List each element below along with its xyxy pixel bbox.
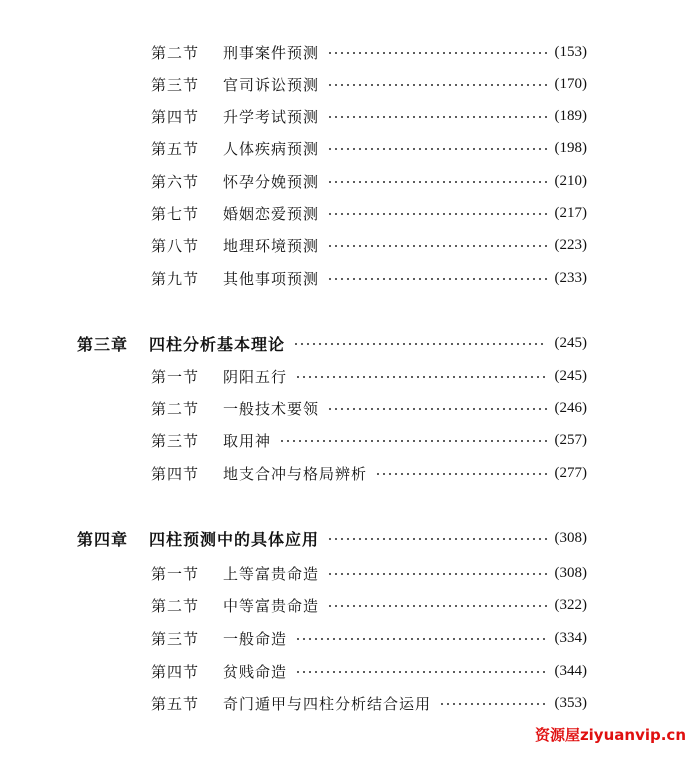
page-number: (153): [554, 43, 587, 60]
dot-leader: [293, 343, 546, 345]
section-number: 第四节: [151, 662, 200, 681]
section-number: 第五节: [151, 694, 200, 713]
page-number: (322): [554, 596, 587, 613]
toc-entry: [151, 626, 587, 650]
dot-leader: [375, 473, 546, 475]
section-number: 第二节: [151, 399, 200, 418]
chapter-number: 第四章: [77, 529, 129, 549]
section-number: 第三节: [151, 431, 200, 450]
dot-leader: [295, 376, 546, 378]
page-number: (170): [554, 75, 587, 92]
page-number: (189): [554, 107, 587, 124]
section-number: 第二节: [151, 43, 200, 62]
section-title: 其他事项预测: [223, 269, 320, 288]
section-number: 第一节: [151, 564, 200, 583]
section-number: 第四节: [151, 107, 200, 126]
page-number: (344): [554, 662, 587, 679]
toc-entry: [151, 266, 587, 290]
dot-leader: [327, 278, 546, 280]
dot-leader: [439, 703, 546, 705]
section-title: 取用神: [223, 431, 272, 450]
section-title: 怀孕分娩预测: [223, 172, 320, 191]
dot-leader: [327, 181, 546, 183]
dot-leader: [327, 116, 546, 118]
page-number: (308): [554, 564, 587, 581]
toc-entry: [151, 104, 587, 128]
toc-entry: [151, 136, 587, 160]
toc-entry: [151, 561, 587, 585]
section-number: 第五节: [151, 139, 200, 158]
toc-entry: [151, 461, 587, 485]
page-number: (246): [554, 399, 587, 416]
page-number: (217): [554, 204, 587, 221]
section-title: 婚姻恋爱预测: [223, 204, 320, 223]
toc-chapter-entry: [77, 331, 587, 355]
section-title: 一般命造: [223, 629, 288, 648]
section-title: 中等富贵命造: [223, 596, 320, 615]
section-number: 第二节: [151, 596, 200, 615]
dot-leader: [327, 245, 546, 247]
dot-leader: [327, 213, 546, 215]
chapter-title: 四柱分析基本理论: [149, 334, 286, 354]
dot-leader: [295, 638, 546, 640]
dot-leader: [327, 408, 546, 410]
toc-entry: [151, 169, 587, 193]
dot-leader: [327, 52, 546, 54]
page-number: (245): [554, 334, 587, 351]
dot-leader: [327, 538, 546, 540]
page-number: (245): [554, 367, 587, 384]
section-number: 第三节: [151, 629, 200, 648]
page-number: (277): [554, 464, 587, 481]
page-number: (308): [554, 529, 587, 546]
section-title: 一般技术要领: [223, 399, 320, 418]
toc-entry: [151, 72, 587, 96]
section-title: 奇门遁甲与四柱分析结合运用: [223, 694, 432, 713]
section-title: 官司诉讼预测: [223, 75, 320, 94]
dot-leader: [295, 671, 546, 673]
chapter-title: 四柱预测中的具体应用: [149, 529, 320, 549]
watermark: 资源屋ziyuanvip.cn: [534, 726, 686, 744]
toc-entry: [151, 396, 587, 420]
toc-entry: [151, 659, 587, 683]
chapter-number: 第三章: [77, 334, 129, 354]
dot-leader: [327, 605, 546, 607]
page-number: (210): [554, 172, 587, 189]
section-title: 刑事案件预测: [223, 43, 320, 62]
dot-leader: [327, 84, 546, 86]
toc-entry: [151, 593, 587, 617]
section-title: 升学考试预测: [223, 107, 320, 126]
section-title: 人体疾病预测: [223, 139, 320, 158]
toc-entry: [151, 40, 587, 64]
toc-entry: [151, 691, 587, 715]
section-number: 第三节: [151, 75, 200, 94]
toc-chapter-entry: [77, 526, 587, 550]
dot-leader: [279, 440, 546, 442]
page-number: (257): [554, 431, 587, 448]
section-number: 第九节: [151, 269, 200, 288]
section-number: 第七节: [151, 204, 200, 223]
page-number: (233): [554, 269, 587, 286]
toc-entry: [151, 364, 587, 388]
section-title: 地支合冲与格局辨析: [223, 464, 368, 483]
section-title: 阴阳五行: [223, 367, 288, 386]
section-number: 第六节: [151, 172, 200, 191]
toc-entry: [151, 233, 587, 257]
section-number: 第八节: [151, 236, 200, 255]
page-number: (223): [554, 236, 587, 253]
dot-leader: [327, 148, 546, 150]
section-number: 第一节: [151, 367, 200, 386]
page-number: (353): [554, 694, 587, 711]
page-number: (334): [554, 629, 587, 646]
dot-leader: [327, 573, 546, 575]
page-number: (198): [554, 139, 587, 156]
section-title: 地理环境预测: [223, 236, 320, 255]
section-title: 贫贱命造: [223, 662, 288, 681]
section-number: 第四节: [151, 464, 200, 483]
section-title: 上等富贵命造: [223, 564, 320, 583]
toc-entry: [151, 201, 587, 225]
toc-entry: [151, 428, 587, 452]
